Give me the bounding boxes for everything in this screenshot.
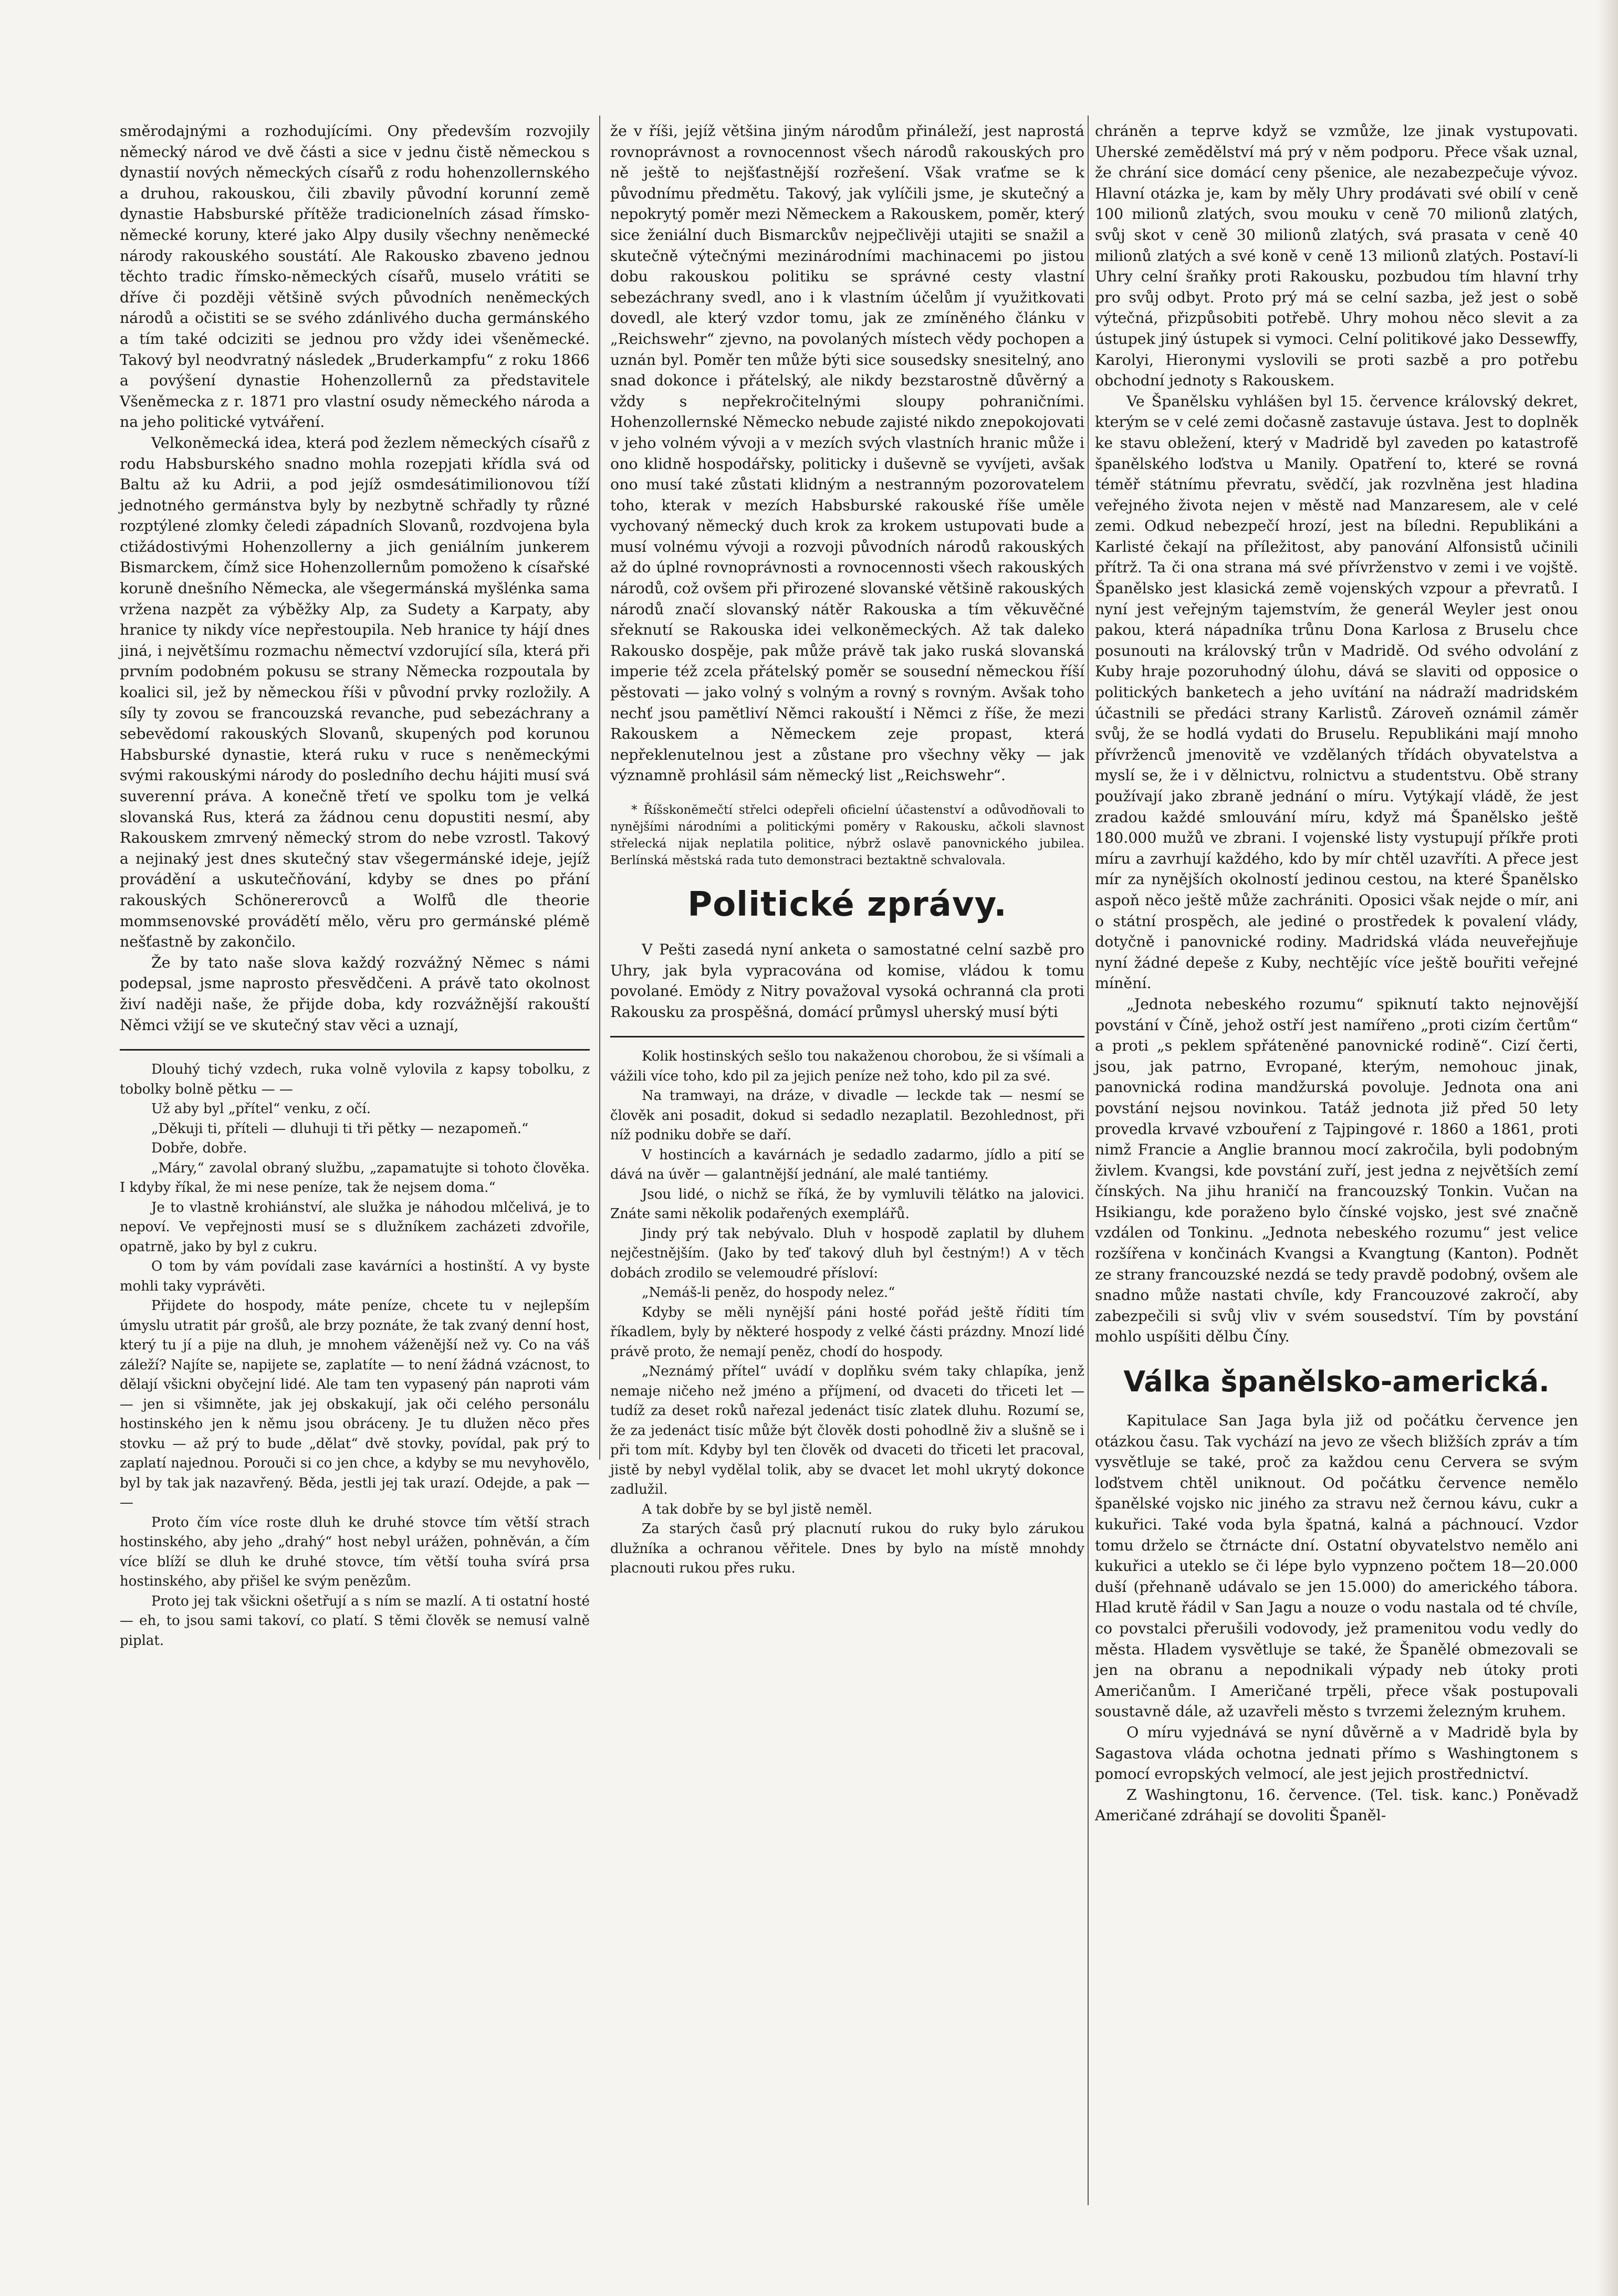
feuilleton-paragraph: Už aby byl „přítel“ venku, z očí. (151, 1101, 371, 1117)
feuilleton-paragraph: Jindy prý tak nebývalo. Dluh v hospodě zaplatil by dluhem nejčestnějším. (Jako by teď takový dluh byl čestným!) A v těch dobách zrodilo se velemoudré přísloví: (610, 1225, 1084, 1281)
news-paragraph: V Pešti zasedá nyní anketa o samostatné celní sazbě pro Uhry, jak byla vypracována od komise, vládou k tomu povolané. Emödy z Nitry považoval vysoká ochranná cla proti Rakousku za prospěšná, domácí průmysl uherský musí býti (610, 941, 1084, 1021)
feuilleton-paragraph: „Děkuji ti, příteli — dluhuji ti tři pětky — nezapomeň.“ (151, 1120, 529, 1137)
war-news-paragraph: O míru vyjednává se nyní důvěrně a v Madridě byla by Sagastova vláda ochotna jednati přímo s Washingtonem s pomocí evropských velmocí, ale jest jejich prostřednictví. (1095, 1723, 1578, 1783)
feuilleton-paragraph: Kolik hostinských sešlo tou nakaženou chorobou, že si všímali a vážili více toho, kdo pil za jejich peníze než toho, kdo pil za své. (610, 1049, 1084, 1084)
section-rule (610, 1036, 1084, 1037)
feuilleton-paragraph: Kdyby se měli nynější páni hosté pořád ještě říditi tím říkadlem, byly by některé hospody z velké části prázdny. Mnozí lidé právě proto, že nemají peněz, chodí do hospody. (610, 1304, 1084, 1360)
column-divider-left (599, 116, 600, 1460)
news-paragraph: „Jednota nebeského rozumu“ spiknutí takto nejnovější povstání v Číně, jehož ostří jest namířeno „proti cizím čertům“ a proti „s peklem spřáteněné panovnické rodině“. Cizí čerti, jsou, jak patrno, Evropané, kterým, nemohouc jinak, panovnická rodina mandžurská povoluje. Jednota ona ani povstání nejsou novinkou. Tatáž jednota již před 50 lety provedla krvavé vzbouření z Tajpingové r. 1860 a 1861, proti nimž Francie a Anglie brannou mocí zakročila, byli podobným živlem. Kvangsi, kde povstání zuří, jest jedna z největších zemí čínských. Na jihu hraničí na francouzský Tonkin. Vučan na Hsikiangu, kde poraženo bylo čínské vojsko, jest své značně vzdálen od Tonkinu. „Jednota nebeského rozumu“ jest velice rozšířena v končinách Kvangsi a Kvangtung (Kanton). Podnět ze strany francouzské nezdá se tedy pravdě podobný, ovšem ale snadno může nastati chvíle, kdy Francouzové zakročí, aby zabezpečili si svůj vliv v svém sousedství. Tím by povstání mohlo uspíšiti dělbu Číny. (1095, 995, 1578, 1346)
feuilleton-paragraph: Přijdete do hospody, máte peníze, chcete tu v nejlepším úmyslu utratit pár grošů, ale brzy poznáte, že tak zvaný denní host, který tu jí a pije na dluh, je mnohem váženější než vy. Co na váš záleží? Najíte se, napijete se, zaplatíte — to není žádná vzácnost, to dělají všickni obyčejní lidé. Ale tam ten vypasený pán naproti vám — jen si všimněte, jak jej obskakují, jak oči celého personálu hostinského jen k němu jsou obráceny. Je tu dlužen něco přes stovku — až prý to bude „dělat“ dvě stovky, povídal, pak prý to zaplatí najednou. Porouči si co jen chce, a kdyby se mu nevyhovělo, byl by tak jak nazavřený. Běda, jestli jej tak urazí. Odejde, a pak — — (120, 1298, 590, 1511)
feuilleton-paragraph: V hostincích a kavárnách je sedadlo zadarmo, jídlo a pití se dává na úvěr — galantnější jednání, ale malé tantiémy. (610, 1147, 1084, 1183)
feuilleton-paragraph: Jsou lidé, o nichž se říká, že by vymluvili tělátko na jalovici. Znáte sami několik podařených exemplářů. (610, 1186, 1084, 1222)
page-edge-shadow (1597, 0, 1618, 2296)
section-heading-political-news: Politické zprávy. (687, 885, 1007, 924)
feuilleton-paragraph: Proto jej tak všickni ošetřují a s ním se mazlí. A ti ostatní hosté — eh, to jsou sami takoví, co platí. S těmi člověk se nemusí valně piplat. (120, 1593, 590, 1649)
article-paragraph: směrodajnými a rozhodujícími. Ony především rozvojily německý národ ve dvě části a sice v jednu čistě německou s dynastií nových německých císařů z rodu hohenzollernského a druhou, rakouskou, čili zbavily původní korunní země dynastie Habsburské přítěže tradicionelních zásad římsko-německé koruny, které jako Alpy dusily všechny neněmecké národy rakouského soustátí. Ale Rakousko zbaveno jednou těchto tradic římsko-německých císařů, muselo vrátiti se dříve či později většině svých původních neněmeckých národů a očistiti se se svého zdánlivého ducha germánského a tím také odciziti se jednou pro vždy idei všeněmecké. Takový byl neodvratný následek „Bruderkampfu“ z roku 1866 a povýšení dynastie Hohenzollernů za představitele Všeněmecka z r. 1871 pro vlastní osudy německého národa a na jeho politické vytváření. (120, 122, 590, 431)
article-paragraph: Že by tato naše slova každý rozvážný Němec s námi podepsal, jsme naprosto přesvědčeni. A právě tato okolnost živí naději naše, že přijde doba, kdy rozvážnější rakouští Němci vžijí se ve skutečný stav věci a uznají, (120, 953, 590, 1034)
feuilleton-paragraph: Na tramwayi, na dráze, v divadle — leckde tak — nesmí se člověk ani posadit, dokud si sedadlo nezaplatil. Bezohlednost, při níž podniku dobře se daří. (610, 1088, 1084, 1144)
column-right (1095, 121, 1578, 1826)
column-divider-right (1088, 116, 1089, 2205)
section-heading-spanish-american-war: Válka španělsko-americká. (1123, 1365, 1550, 1399)
feuilleton-paragraph: „Máry,“ zavolal obraný službu, „zapamatujte si tohoto člověka. I kdyby říkal, že mi nese peníze, tak že nejsem doma.“ (120, 1160, 590, 1196)
feuilleton-paragraph: Proto čím více roste dluh ke druhé stovce tím větší strach hostinského, aby jeho „drahý“ host nebyl urážen, pohněván, a čím více blíží se dluh ke druhé stovce, tím větší touha svírá prsa hostinského, aby přišel ke svým penězům. (120, 1514, 590, 1590)
news-paragraph: Ve Španělsku vyhlášen byl 15. července královský dekret, kterým se v celé zemi dočasně zastavuje ústava. Jest to doplněk ke stavu obležení, který v Madridě byl zaveden po katastrofě španělského loďstva u Manily. Opatření to, které se rovná téměř státnímu převratu, svědčí, jak rozvlněna jest hladina veřejného života nejen v městě nad Manzaresem, ale v celé zemi. Odkud nebezpečí hrozí, jest na bíledni. Republikáni a Karlisté čekají na příležitost, aby panování Alfonsistů učinili přítrž. Ta či ona strana má své přívrženstvo v zemi i ve vojště. Španělsko jest klasická země vojenských vzpour a převratů. I nyní jest veřejným tajemstvím, že generál Weyler jest onou pakou, která nápadníka trůnu Dona Karlosa z Bruselu chce posunouti na královský trůn v Madridě. Od svého odvolání z Kuby hraje pozoruhodný úlohu, dává se slaviti od opposice o politických banketech a jeho uvítání na nádraží madridském účastnili se předáci strany Karlistů. Zároveň oznámil záměr svůj, že se hodlá vydati do Bruselu. Republikáni mají mnoho přívrženců jmenovitě ve vzdělaných třídách obyvatelstva a myslí se, že i v dělnictvu, rolnictvu a studentstvu. Obě strany používají jako zbraně jednání o míru. Vytýkají vládě, že jest zradou každé smlouvání míru, když má Španělsko ještě 180.000 mužů ve zbrani. I vojenské listy vystupují příkře proti míru a zavrhují každého, kdo by mír chtěl uzavříti. A přece jest mír za nynějších okolností jedinou cestou, na které Španělsko aspoň něco ještě může zachrániti. Oposici však nejde o mír, ani o státní prospěch, ale jediné o prostředek k povalení vlády, dotyčně i panovnické rodiny. Madridská vláda neuveřejňuje nyní žádné depeše z Kuby, nechtějíc více ještě bouřiti veřejné mínění. (1095, 392, 1578, 992)
war-news-paragraph: Kapitulace San Jaga byla již od počátku července jen otázkou času. Tak vychází na jevo ze všech bližších zpráv a tím vysvětluje se také, proč za každou cenu Cervera se svým loďstvem chtěl uniknout. Od počátku července nemělo španělské vojsko nic jiného za stravu než černou kávu, cukr a kukuřici. Také voda byla špatná, kalná a páchnoucí. Vzdor tomu drželo se čtrnácte dní. Ostatní obyvatelstvo nemělo ani kukuřici a uteklo se či lépe bylo vypnzeno počtem 18—20.000 duší (přehnaně udávalo se jen 15.000) do amerického tábora. Hlad krutě řádil v San Jagu a nouze o vodu nastala od té chvíle, co povstalci přerušili vodovody, jež pramenitou vodu vedly do města. Hladem vysvětluje se také, že Španělé obmezovali se jen na obranu a nepodnikali výpady neb útoky proti Američanům. I Američané trpěli, přece však postupovali soustavně dále, až uzavřeli město s tvrzemi železným kruhem. (1095, 1412, 1578, 1721)
feuilleton-paragraph: Dobře, dobře. (151, 1140, 247, 1157)
feuilleton-paragraph: O tom by vám povídali zase kavárníci a hostinští. A vy byste mohli taky vyprávěti. (120, 1259, 590, 1294)
column-middle (610, 121, 1084, 1579)
feuilleton-paragraph: „Nemáš-li peněz, do hospody nelez.“ (642, 1285, 895, 1301)
war-news-paragraph: Z Washingtonu, 16. července. (Tel. tisk. kanc.) Poněvadž Američané zdráhají se dovoliti Španěl- (1095, 1786, 1578, 1825)
article-paragraph: Velkoněmecká idea, která pod žezlem německých císařů z rodu Habsburského snadno mohla rozepjati křídla svá od Baltu až ku Adrii, a pod jejíž osmdesátimilionovou tíží jednotného germánstva byly by nezbytně schřadly ty různé rozptýlené zlomky čeledi západních Slovanů, rozdvojena byla ctižádostivými Hohenzollerny a jich geniálním junkerem Bismarckem, čímž sice Hohenzollernům pomoženo k císařské koruně dnešního Německa, ale všegermánská myšlénka sama vržena nazpět za výběžky Alp, za Sudety a Karpaty, aby hranice ty nikdy více nepřestoupila. Neb hranice ty hájí dnes jiná, i největšímu rozmachu němectví vzdorující síla, která při prvním podobném pokusu se strany Německa rozpoutala by koalici sil, jež by německou říši v původní prvky rozložily. A síly ty zovou se francouzská revanche, pud sebezáchrany a sebevědomí rakouských Slovanů, skupených pod korunou Habsburské dynastie, která ruku v ruce s neněmeckými svými rakouskými národy do posledního dechu hájiti musí svá suverenní práva. A konečně třetí ve spolku tom je velká slovanská Rus, která za žádnou cenu dopustiti nesmí, aby Rakouskem zmrvený německý strom do nebe vzrostl. Takový a nejinaký jest dnes skutečný stav všegermánské ideje, jejíž provádění a uskutečňování, kdyby se dnes po přání rakouských Schönererovců a Wolfů dle theorie mommsenovské provádětí mělo, věru pro germánské plémě nešťastně by zakončilo. (120, 434, 590, 951)
column-left (120, 121, 590, 1651)
feuilleton-paragraph: Je to vlastně krohiánství, ale služka je náhodou mlčelivá, je to nepoví. Ve vepřejnosti musí se s dlužníkem zacházeti zdvořile, opatrně, jako by byl z cukru. (120, 1199, 590, 1255)
footnote (610, 802, 1084, 869)
feuilleton-paragraph: A tak dobře by se byl jistě neměl. (642, 1501, 873, 1517)
feuilleton-continued (610, 1047, 1084, 1579)
footnote-text: * Říšskoněmečtí střelci odepřeli oficielní účastenství a odůvodňovali to nynějšími národními a politickými poměry v Rakousku, ačkoli slavnost střelecká nijak neplatila politice, nýbrž oslavě panovnického jubilea. Berlínská městská rada tuto demonstraci beztaktně schvalovala. (610, 803, 1084, 867)
feuilleton-paragraph: Dlouhý tichý vzdech, ruka volně vylovila z kapsy tobolku, z tobolky bolně pětku — — (120, 1062, 590, 1097)
article-paragraph: že v říši, jejíž většina jiným národům přináleží, jest naprostá rovnoprávnost a rovnocennost všech národů rakouských pro ně ještě to nejšťastnější rozřešení. Však vraťme se k původnímu předmětu. Takový, jak vylíčili jsme, je skutečný a nepokrytý poměr mezi Německem a Rakouskem, poměr, který sice ženiální duch Bismarckův nejpečlivěji utajiti se snažil a skutečně výtečnými mezinárodními machinacemi po jistou dobu rakouskou politiku se správné cesty vlastní sebezáchrany svedl, ano i k vlastním účelům jí využitkovati dovedl, ale který vzdor tomu, jak ze zmíněného článku v „Reichswehr“ zjevno, na povolaných místech vědy pochopen a uznán byl. Poměr ten může býti sice sousedsky snesitelný, ano snad dokonce i přátelský, ale nikdy bezstarostně důvěrný a vždy s nepřekročitelnými sloupy pohraničními. Hohenzollernské Německo nebude zajisté nikdo znepokojovati v jeho volném vývoji a v mezích svých vlastních hranic může i ono klidně hospodářsky, politicky i duševně se vyvíjeti, avšak ono musí také zůstati klidným a nestranným pozorovatelem toho, kterak v mezích Habsburské rakouské říše uměle vychovaný německý duch krok za krokem ustupovati bude a musí volnému vývoji a rozvoji původních národů rakouských až do úplné rovnoprávnosti a rovnocennosti všech rakouských národů, což ovšem při přirozené slovanské většině rakouských národů značí slovanský nátěr Rakouska a tím věkuvěčné sřeknutí se Rakouska idei velkoněmeckých. Až tak daleko Rakousko dospěje, pak může právě tak jako ruská slovanská imperie též zcela přátelský poměr se sousední německou říší pěstovati — jako volný s volným a rovný s rovným. Avšak toho nechť jsou pamětliví Němci rakouští i Němci z říše, že mezi Rakouskem a Německem zeje propast, která nepřeklenutelnou jest a zůstane pro všechny věky — jak významně prohlásil sám německý list „Reichswehr“. (610, 122, 1084, 784)
news-paragraph: chráněn a teprve když se vzmůže, lze jinak vystupovati. Uherské zemědělství má prý v něm podporu. Přece však uznal, že chrání sice domácí ceny pšenice, ale nezabezpečuje vývoz. Hlavní otázka je, kam by měly Uhry prodávati své obilí v ceně 100 milionů zlatých, svou mouku v ceně 70 milionů zlatých, svůj skot v ceně 30 milionů zlatých, svá prasata v ceně 40 milionů zlatých a své koně v ceně 13 milionů zlatých. Postaví-li Uhry celní šraňky proti Rakousku, pozbudou tím hlavní trhy pro svůj odbyt. Proto prý má se celní sazba, jež jest o sobě výtečná, přizpůsobiti potřebě. Uhry mohou něco slevit a za ústupek jiný ústupek si vymoci. Celní politikové jako Dessewffy, Karolyi, Hieronymi vyslovili se proti sazbě a pro potřebu obchodní jednoty s Rakouskem. (1095, 122, 1578, 390)
feuilleton-paragraph: „Neznámý přítel“ uvádí v doplňku svém taky chlapíka, jenž nemaje ničeho než jméno a příjmení, od dvaceti do třiceti let — tudíž za deset roků nařezal jedenáct tisíc zlatek dluhu. Rozumí se, že za jedenáct tisíc může být člověk dosti pohodlně živ a slušně se i při tom mít. Kdyby byl ten člověk od dvaceti do třiceti let pracoval, jistě by nebyl vydělal tolik, aby se dvacet let mohl ukrytý dokonce zadlužil. (610, 1364, 1084, 1498)
feuilleton (120, 1060, 590, 1651)
section-rule (120, 1049, 590, 1051)
feuilleton-paragraph: Za starých časů prý placnutí rukou do ruky bylo zárukou dlužníka a ochranou věřitele. Dnes by bylo na místě mnohdy placnouti rukou přes ruku. (610, 1521, 1084, 1577)
